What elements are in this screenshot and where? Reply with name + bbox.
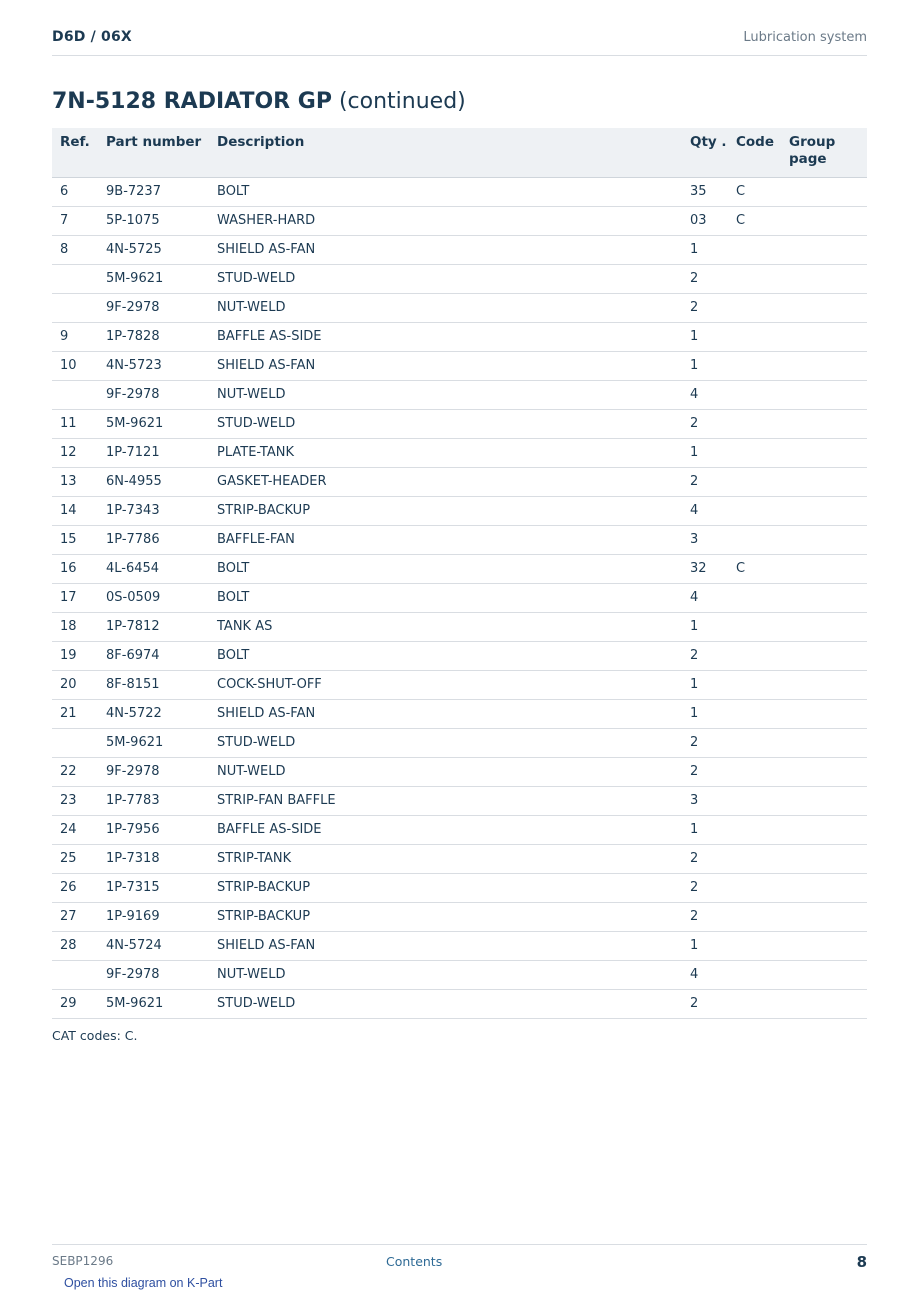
cell-ref: 24 — [52, 815, 98, 844]
model-label: D6D / 06X — [52, 29, 132, 45]
table-row — [52, 699, 867, 728]
cell-ref — [52, 728, 98, 757]
page-number: 8 — [856, 1253, 867, 1271]
cell-description: STRIP-BACKUP — [209, 496, 682, 525]
cell-description: SHIELD AS-FAN — [209, 235, 682, 264]
table-row — [52, 467, 867, 496]
table-row — [52, 380, 867, 409]
table-row — [52, 844, 867, 873]
document-code: SEBP1296 — [52, 1254, 114, 1268]
cell-description: STUD-WELD — [209, 409, 682, 438]
table-row — [52, 960, 867, 989]
cell-qty: 1 — [682, 235, 728, 264]
cell-part-number: 4L-6454 — [98, 554, 209, 583]
cell-code — [728, 844, 781, 873]
cell-ref: 10 — [52, 351, 98, 380]
cell-description: BOLT — [209, 583, 682, 612]
cell-part-number: 1P-7956 — [98, 815, 209, 844]
cell-description: STRIP-FAN BAFFLE — [209, 786, 682, 815]
table-row — [52, 322, 867, 351]
cat-codes-note: CAT codes: C. — [52, 1028, 138, 1043]
table-row — [52, 409, 867, 438]
cell-code — [728, 235, 781, 264]
cell-description: PLATE-TANK — [209, 438, 682, 467]
cell-group-page — [781, 525, 867, 554]
col-header-description: Description — [209, 128, 682, 177]
cell-part-number: 9F-2978 — [98, 380, 209, 409]
cell-ref: 17 — [52, 583, 98, 612]
table-row — [52, 293, 867, 322]
cell-group-page — [781, 322, 867, 351]
cell-group-page — [781, 467, 867, 496]
cell-part-number: 1P-7812 — [98, 612, 209, 641]
cell-ref: 7 — [52, 206, 98, 235]
cell-group-page — [781, 554, 867, 583]
col-header-qty: Qty . — [682, 128, 728, 177]
cell-ref: 19 — [52, 641, 98, 670]
table-row — [52, 641, 867, 670]
table-row — [52, 612, 867, 641]
cell-qty: 2 — [682, 757, 728, 786]
cell-ref: 16 — [52, 554, 98, 583]
cell-ref — [52, 380, 98, 409]
cell-part-number: 4N-5724 — [98, 931, 209, 960]
parts-table — [52, 128, 867, 1019]
cell-code — [728, 467, 781, 496]
cell-part-number: 1P-7343 — [98, 496, 209, 525]
col-header-code: Code — [728, 128, 781, 177]
cell-description: STRIP-TANK — [209, 844, 682, 873]
table-row — [52, 351, 867, 380]
table-row — [52, 786, 867, 815]
cell-qty: 2 — [682, 844, 728, 873]
cell-code — [728, 989, 781, 1018]
contents-link[interactable]: Contents — [386, 1254, 443, 1269]
cell-code — [728, 757, 781, 786]
cell-group-page — [781, 641, 867, 670]
cell-group-page — [781, 815, 867, 844]
cell-ref: 13 — [52, 467, 98, 496]
cell-description: NUT-WELD — [209, 380, 682, 409]
cell-qty: 2 — [682, 902, 728, 931]
cell-part-number: 1P-7786 — [98, 525, 209, 554]
cell-qty: 2 — [682, 293, 728, 322]
cell-ref: 26 — [52, 873, 98, 902]
table-row — [52, 264, 867, 293]
cell-code — [728, 786, 781, 815]
cell-part-number: 5M-9621 — [98, 989, 209, 1018]
cell-part-number: 4N-5722 — [98, 699, 209, 728]
cell-qty: 2 — [682, 467, 728, 496]
cell-qty: 1 — [682, 699, 728, 728]
cell-description: STRIP-BACKUP — [209, 873, 682, 902]
cell-group-page — [781, 293, 867, 322]
cell-code — [728, 438, 781, 467]
cell-group-page — [781, 989, 867, 1018]
cell-qty: 1 — [682, 322, 728, 351]
cell-description: STUD-WELD — [209, 989, 682, 1018]
cell-description: COCK-SHUT-OFF — [209, 670, 682, 699]
cell-description: SHIELD AS-FAN — [209, 351, 682, 380]
cell-code — [728, 293, 781, 322]
cell-ref: 29 — [52, 989, 98, 1018]
cell-ref: 6 — [52, 177, 98, 206]
cell-qty: 2 — [682, 264, 728, 293]
cell-qty: 1 — [682, 612, 728, 641]
cell-description: BOLT — [209, 554, 682, 583]
cell-group-page — [781, 351, 867, 380]
cell-part-number: 5M-9621 — [98, 409, 209, 438]
cell-qty: 32 — [682, 554, 728, 583]
cell-code — [728, 728, 781, 757]
cell-description: BAFFLE-FAN — [209, 525, 682, 554]
cell-code — [728, 670, 781, 699]
cell-part-number: 8F-8151 — [98, 670, 209, 699]
cell-group-page — [781, 757, 867, 786]
table-body — [52, 177, 867, 1018]
cell-description: NUT-WELD — [209, 757, 682, 786]
cell-qty: 1 — [682, 670, 728, 699]
cell-part-number: 1P-7783 — [98, 786, 209, 815]
table-row — [52, 177, 867, 206]
cell-part-number: 1P-7318 — [98, 844, 209, 873]
page-title — [52, 89, 466, 114]
cell-group-page — [781, 177, 867, 206]
cell-part-number: 1P-7315 — [98, 873, 209, 902]
cell-part-number: 8F-6974 — [98, 641, 209, 670]
table-row — [52, 989, 867, 1018]
cell-description: STUD-WELD — [209, 728, 682, 757]
table-row — [52, 206, 867, 235]
table-row — [52, 931, 867, 960]
cell-code — [728, 960, 781, 989]
cell-part-number: 4N-5723 — [98, 351, 209, 380]
table-row — [52, 235, 867, 264]
cell-description: STRIP-BACKUP — [209, 902, 682, 931]
cell-code — [728, 699, 781, 728]
cell-ref: 12 — [52, 438, 98, 467]
cell-ref: 11 — [52, 409, 98, 438]
cell-qty: 4 — [682, 583, 728, 612]
cell-group-page — [781, 380, 867, 409]
table-row — [52, 902, 867, 931]
cell-description: WASHER-HARD — [209, 206, 682, 235]
table-row — [52, 554, 867, 583]
cell-code — [728, 409, 781, 438]
cell-code — [728, 612, 781, 641]
cell-ref: 15 — [52, 525, 98, 554]
cell-qty: 3 — [682, 525, 728, 554]
cell-code: C — [728, 554, 781, 583]
cell-code — [728, 322, 781, 351]
cell-ref: 20 — [52, 670, 98, 699]
cell-ref — [52, 293, 98, 322]
table-row — [52, 525, 867, 554]
cell-ref: 8 — [52, 235, 98, 264]
cell-group-page — [781, 902, 867, 931]
cell-qty: 4 — [682, 496, 728, 525]
cell-ref: 14 — [52, 496, 98, 525]
open-kpart-link[interactable]: Open this diagram on K-Part — [64, 1276, 223, 1290]
cell-part-number: 9F-2978 — [98, 757, 209, 786]
cell-group-page — [781, 728, 867, 757]
cell-part-number: 5P-1075 — [98, 206, 209, 235]
cell-code — [728, 583, 781, 612]
cell-code: C — [728, 206, 781, 235]
cell-ref — [52, 264, 98, 293]
cell-qty: 1 — [682, 931, 728, 960]
cell-group-page — [781, 699, 867, 728]
title-main: 7N-5128 RADIATOR GP — [52, 89, 332, 114]
cell-code: C — [728, 177, 781, 206]
cell-qty: 2 — [682, 409, 728, 438]
cell-part-number: 9F-2978 — [98, 293, 209, 322]
cell-group-page — [781, 844, 867, 873]
page-footer — [52, 1244, 867, 1271]
cell-description: BOLT — [209, 177, 682, 206]
cell-part-number: 4N-5725 — [98, 235, 209, 264]
col-header-part-number: Part number — [98, 128, 209, 177]
table-header — [52, 128, 867, 177]
cell-ref — [52, 960, 98, 989]
cell-group-page — [781, 786, 867, 815]
cell-description: STUD-WELD — [209, 264, 682, 293]
col-header-group-page: Group page — [781, 128, 867, 177]
cell-qty: 4 — [682, 380, 728, 409]
cell-qty: 1 — [682, 815, 728, 844]
cell-ref: 28 — [52, 931, 98, 960]
cell-part-number: 9B-7237 — [98, 177, 209, 206]
cell-code — [728, 902, 781, 931]
cell-code — [728, 815, 781, 844]
cell-description: NUT-WELD — [209, 293, 682, 322]
cell-description: TANK AS — [209, 612, 682, 641]
table-row — [52, 438, 867, 467]
cell-qty: 1 — [682, 438, 728, 467]
cell-code — [728, 264, 781, 293]
cell-part-number: 9F-2978 — [98, 960, 209, 989]
cell-group-page — [781, 235, 867, 264]
cell-part-number: 5M-9621 — [98, 728, 209, 757]
cell-description: SHIELD AS-FAN — [209, 931, 682, 960]
cell-qty: 3 — [682, 786, 728, 815]
cell-ref: 22 — [52, 757, 98, 786]
cell-group-page — [781, 931, 867, 960]
cell-description: GASKET-HEADER — [209, 467, 682, 496]
cell-code — [728, 380, 781, 409]
cell-ref: 9 — [52, 322, 98, 351]
title-suffix: (continued) — [338, 89, 466, 114]
cell-ref: 25 — [52, 844, 98, 873]
cell-description: BAFFLE AS-SIDE — [209, 815, 682, 844]
cell-group-page — [781, 670, 867, 699]
cell-group-page — [781, 409, 867, 438]
cell-ref: 21 — [52, 699, 98, 728]
cell-qty: 4 — [682, 960, 728, 989]
cell-code — [728, 931, 781, 960]
table-row — [52, 815, 867, 844]
cell-ref: 27 — [52, 902, 98, 931]
table-row — [52, 728, 867, 757]
section-label: Lubrication system — [743, 30, 867, 45]
col-header-ref: Ref. — [52, 128, 98, 177]
cell-part-number: 1P-7828 — [98, 322, 209, 351]
cell-qty: 2 — [682, 641, 728, 670]
cell-part-number: 6N-4955 — [98, 467, 209, 496]
cell-code — [728, 351, 781, 380]
cell-qty: 2 — [682, 728, 728, 757]
cell-description: SHIELD AS-FAN — [209, 699, 682, 728]
table-row — [52, 583, 867, 612]
cell-description: BOLT — [209, 641, 682, 670]
cell-group-page — [781, 612, 867, 641]
cell-group-page — [781, 960, 867, 989]
cell-qty: 2 — [682, 989, 728, 1018]
cell-part-number: 0S-0509 — [98, 583, 209, 612]
cell-code — [728, 525, 781, 554]
cell-group-page — [781, 873, 867, 902]
table-row — [52, 496, 867, 525]
cell-group-page — [781, 206, 867, 235]
cell-qty: 03 — [682, 206, 728, 235]
page-header — [52, 28, 867, 56]
table-row — [52, 757, 867, 786]
table-row — [52, 873, 867, 902]
cell-group-page — [781, 438, 867, 467]
cell-part-number: 1P-9169 — [98, 902, 209, 931]
cell-code — [728, 496, 781, 525]
cell-qty: 35 — [682, 177, 728, 206]
cell-description: NUT-WELD — [209, 960, 682, 989]
cell-qty: 1 — [682, 351, 728, 380]
cell-group-page — [781, 496, 867, 525]
cell-description: BAFFLE AS-SIDE — [209, 322, 682, 351]
table-row — [52, 670, 867, 699]
cell-ref: 18 — [52, 612, 98, 641]
cell-qty: 2 — [682, 873, 728, 902]
cell-part-number: 1P-7121 — [98, 438, 209, 467]
cell-group-page — [781, 264, 867, 293]
cell-code — [728, 873, 781, 902]
cell-code — [728, 641, 781, 670]
cell-ref: 23 — [52, 786, 98, 815]
cell-part-number: 5M-9621 — [98, 264, 209, 293]
cell-group-page — [781, 583, 867, 612]
